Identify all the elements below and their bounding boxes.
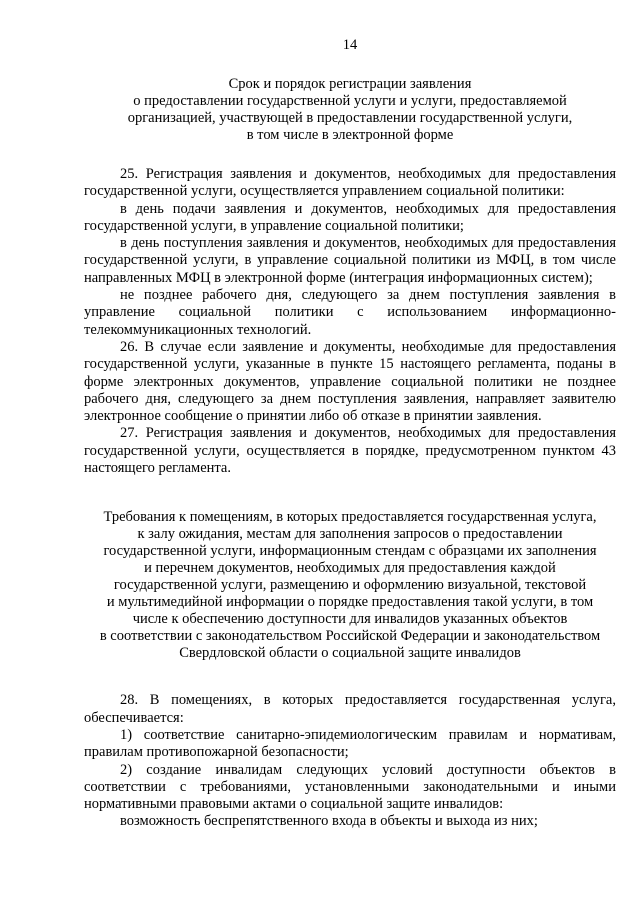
paragraph-28-item-2: 2) создание инвалидам следующих условий доступности объектов в соответствии с требованиями, установленными законодательными и иными нормативными правовыми актами о социальной защите инвалидов: <box>84 761 616 813</box>
paragraph-26: 26. В случае если заявление и документы, необходимые для предоставления государственной услуги, указанные в пункте 15 настоящего регламента, поданы в форме электронных документов, управление социальной политики не позднее рабочего дня, следующего за днем поступления заявления, направляет заявителю электронное сообщение о принятии либо об отказе в принятии заявления. <box>84 338 616 425</box>
heading-line: организацией, участвующей в предоставлении государственной услуги, <box>127 110 573 126</box>
paragraph-28-item-2-sub: возможность беспрепятственного входа в объекты и выхода из них; <box>120 813 538 830</box>
heading-line: в соответствии с законодательством Российской Федерации и законодательством <box>99 628 601 645</box>
heading-line: к залу ожидания, местам для заполнения запросов о предоставлении <box>137 526 563 543</box>
heading-line: и мультимедийной информации о порядке предоставления такой услуги, в том <box>106 594 594 611</box>
page-number: 14 <box>342 37 358 53</box>
heading-line: Срок и порядок регистрации заявления <box>228 76 472 92</box>
heading-line: и перечнем документов, необходимых для предоставления каждой <box>144 560 556 577</box>
heading-line: государственной услуги, информационным стендам с образцами их заполнения <box>103 543 597 560</box>
paragraph-28-item-1: 1) соответствие санитарно-эпидемиологическим правилам и нормативам, правилам противопожарной безопасности; <box>84 726 616 761</box>
section-heading-registration <box>84 76 616 144</box>
paragraph-25-item-1: в день подачи заявления и документов, необходимых для предоставления государственной услуги, в управление социальной политики; <box>84 200 616 234</box>
paragraph-28: 28. В помещениях, в которых предоставляется государственная услуга, обеспечивается: <box>84 692 616 726</box>
paragraph-25: 25. Регистрация заявления и документов, необходимых для предоставления государственной услуги, осуществляется управлением социальной политики: <box>84 166 616 200</box>
heading-line: в том числе в электронной форме <box>246 127 454 143</box>
paragraph-27: 27. Регистрация заявления и документов, необходимых для предоставления государственной услуги, осуществляется в порядке, предусмотренном пунктом 43 настоящего регламента. <box>84 425 616 477</box>
heading-line: о предоставлении государственной услуги и услуги, предоставляемой <box>133 93 567 109</box>
heading-line: государственной услуги, размещению и оформлению визуальной, текстовой <box>113 577 587 594</box>
section-heading-premises <box>84 509 616 662</box>
paragraph-25-item-2: в день поступления заявления и документов, необходимых для предоставления государственной услуги, в управление социальной политики из МФЦ, в том числе направленных МФЦ в электронной форме (интеграция информационных систем); <box>84 235 616 286</box>
heading-line: Требования к помещениям, в которых предоставляется государственная услуга, <box>103 509 597 526</box>
paragraph-25-item-3: не позднее рабочего дня, следующего за днем поступления заявления в управление социальной политики с использованием информационно-телекоммуникационных технологий. <box>84 287 616 338</box>
heading-line: числе к обеспечению доступности для инвалидов указанных объектов <box>132 611 568 628</box>
heading-line: Свердловской области о социальной защите инвалидов <box>179 645 521 662</box>
